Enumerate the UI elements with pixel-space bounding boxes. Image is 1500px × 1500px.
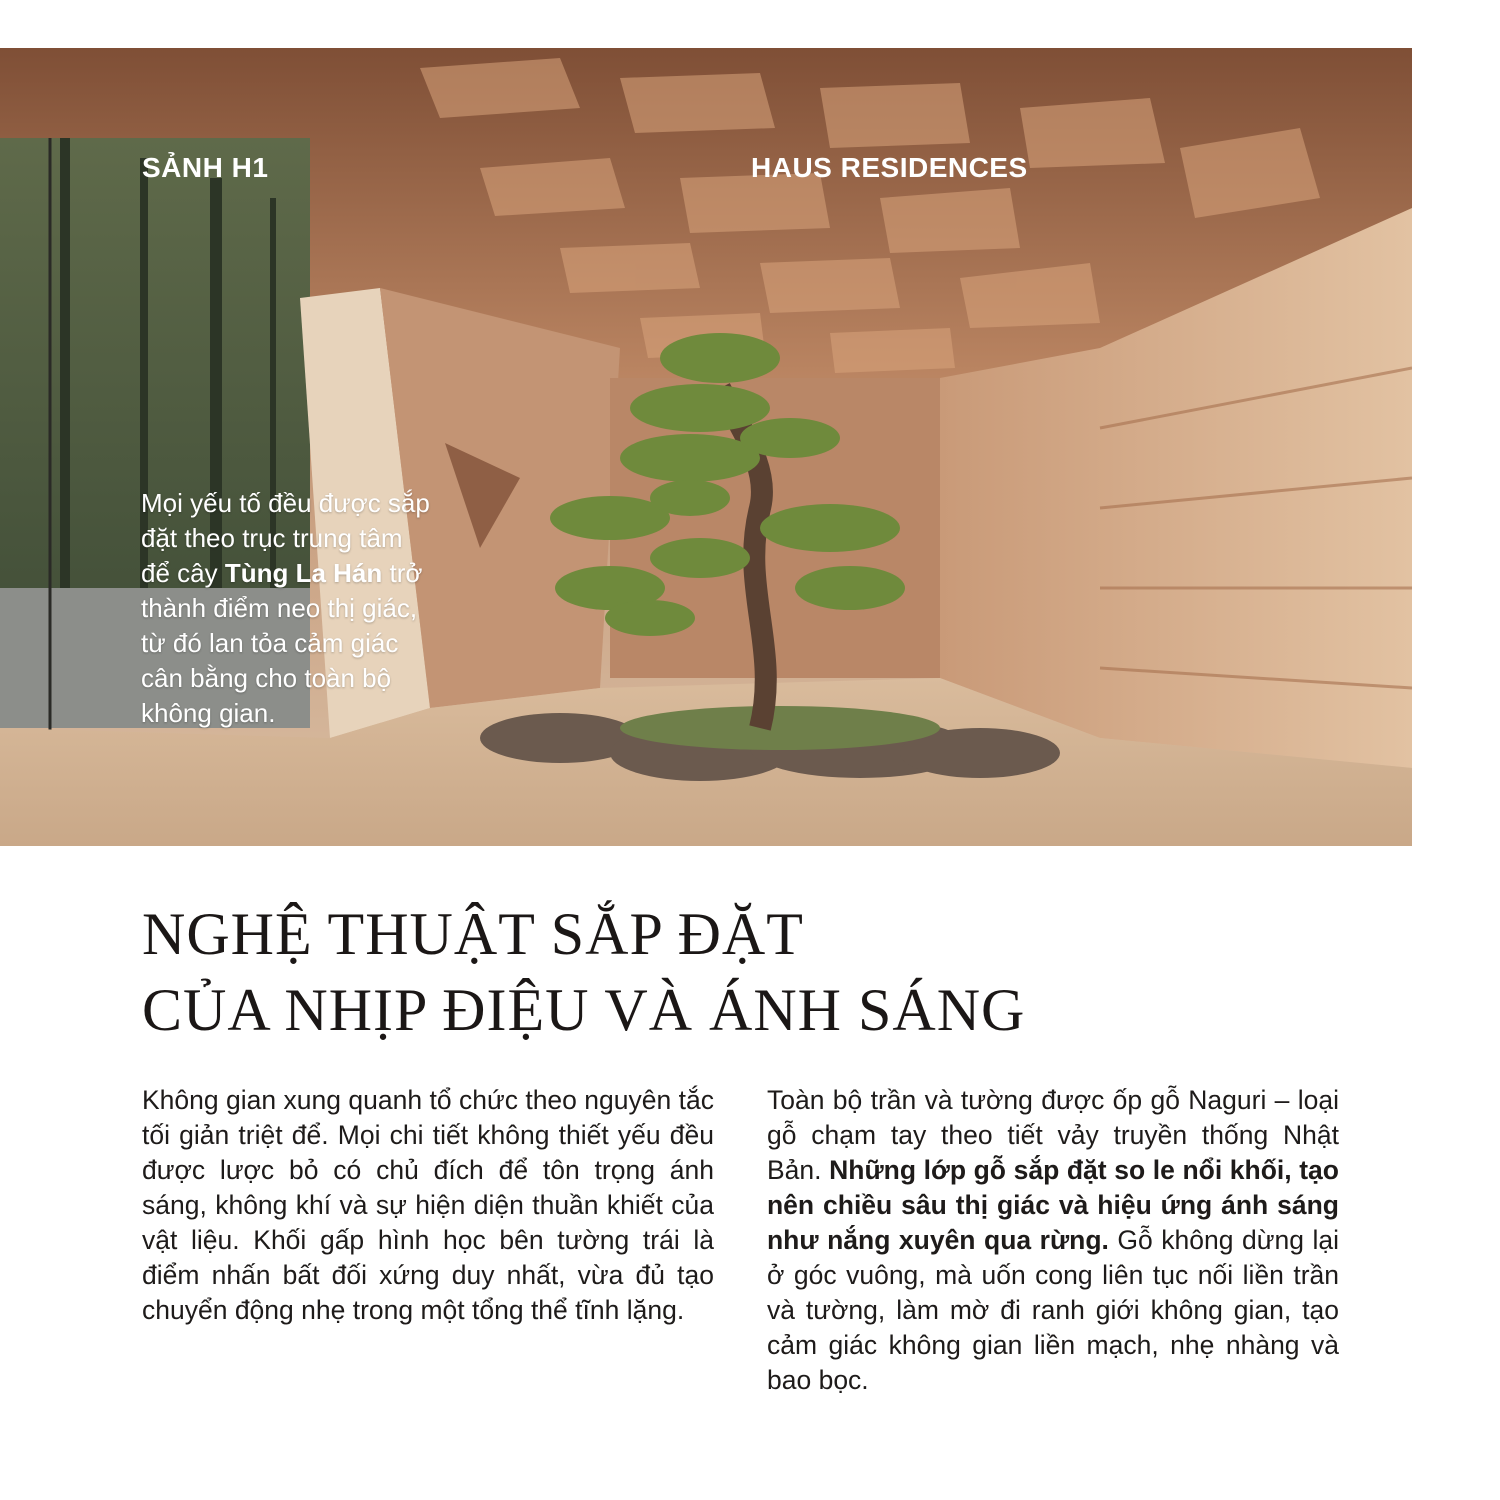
hero-caption	[141, 486, 431, 731]
body-right-outro: Gỗ không dừng lại ở góc vuông, mà uốn cong liên tục nối liền trần và tường, làm mờ đi ranh giới không gian, tạo cảm giác không gian liền mạch, nhẹ nhàng và bao bọc.	[767, 1225, 1339, 1395]
body-right-intro: Toàn bộ trần và tường được ốp gỗ Naguri – loại gỗ chạm tay theo tiết vảy truyền thống Nhật Bản.	[767, 1085, 1339, 1185]
hero-caption-text: Mọi yếu tố đều được sắp đặt theo trục trung tâm để cây	[141, 488, 430, 588]
page-headline	[142, 896, 1342, 1048]
brand-label: HAUS RESIDENCES	[751, 152, 1028, 183]
hero-caption-highlight: Tùng La Hán	[224, 558, 383, 588]
body-right-highlight: Những lớp gỗ sắp đặt so le nổi khối, tạo nên chiều sâu thị giác và hiệu ứng ánh sáng như nắng xuyên qua rừng.	[767, 1155, 1339, 1255]
body-column-left: Không gian xung quanh tổ chức theo nguyên tắc tối giản triệt để. Mọi chi tiết không thiết yếu đều được lược bỏ có chủ đích để tôn trọng ánh sáng, không khí và sự hiện diện thuần khiết của vật liệu. Khối gấp hình học bên tường trái là điểm nhấn bất đối xứng duy nhất, vừa đủ tạo chuyển động nhẹ trong một tổng thể tĩnh lặng.	[142, 1085, 714, 1325]
headline-line-2: CỦA NHỊP ĐIỆU VÀ ÁNH SÁNG	[142, 977, 1026, 1043]
lobby-label: SẢNH H1	[142, 152, 269, 183]
lobby-hero-image	[0, 48, 1412, 846]
headline-line-1: NGHỆ THUẬT SẮP ĐẶT	[142, 901, 804, 967]
hero-caption-text-end: trở thành điểm neo thị giác, từ đó lan tỏa cảm giác cân bằng cho toàn bộ không gian.	[141, 558, 423, 728]
body-column-right	[767, 1083, 1339, 1398]
